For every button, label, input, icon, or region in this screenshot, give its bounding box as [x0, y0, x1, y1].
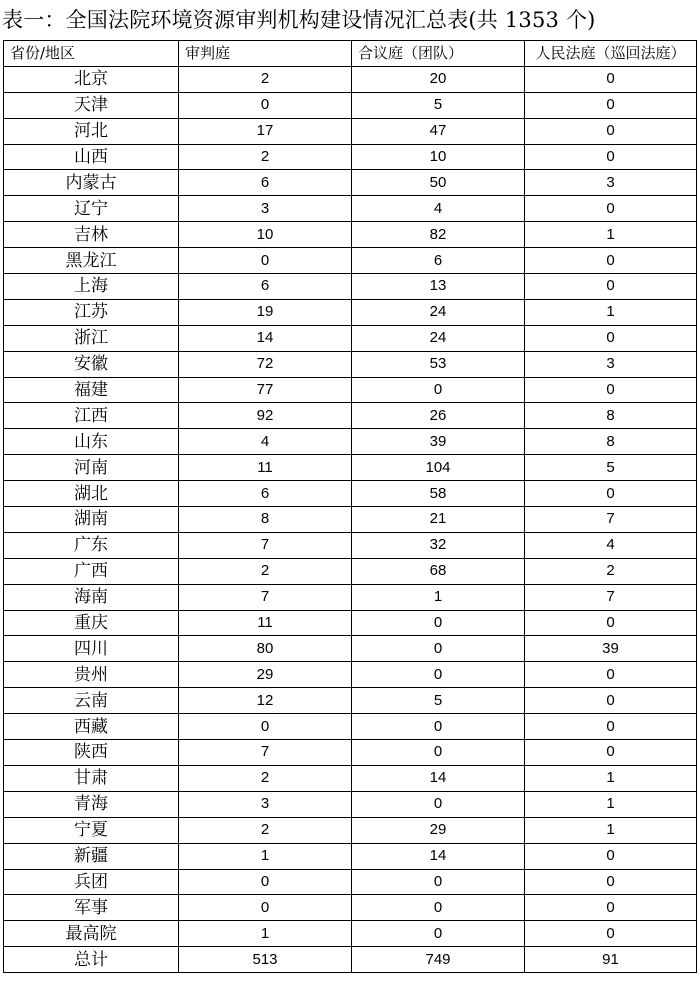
collegiate-panel-cell: 29 [352, 817, 525, 843]
people-court-cell: 39 [525, 636, 697, 662]
trial-court-cell: 3 [179, 196, 352, 222]
collegiate-panel-cell: 14 [352, 843, 525, 869]
province-cell: 宁夏 [4, 817, 179, 843]
collegiate-panel-cell: 50 [352, 170, 525, 196]
province-cell: 黑龙江 [4, 248, 179, 274]
trial-court-cell: 17 [179, 118, 352, 144]
people-court-cell: 0 [525, 66, 697, 92]
collegiate-panel-cell: 0 [352, 921, 525, 947]
trial-court-cell: 29 [179, 662, 352, 688]
collegiate-panel-cell: 24 [352, 325, 525, 351]
trial-court-cell: 2 [179, 558, 352, 584]
province-cell: 广西 [4, 558, 179, 584]
collegiate-panel-cell: 0 [352, 662, 525, 688]
table-row [4, 584, 697, 610]
collegiate-panel-cell: 21 [352, 507, 525, 533]
table-row [4, 170, 697, 196]
table-row [4, 558, 697, 584]
province-cell: 河北 [4, 118, 179, 144]
province-cell: 湖南 [4, 507, 179, 533]
collegiate-panel-cell: 58 [352, 481, 525, 507]
trial-court-cell: 0 [179, 714, 352, 740]
court-summary-table [3, 40, 697, 973]
collegiate-panel-cell: 39 [352, 429, 525, 455]
people-court-cell: 1 [525, 222, 697, 248]
table-row [4, 144, 697, 170]
table-row [4, 662, 697, 688]
table-row [4, 507, 697, 533]
table-row [4, 455, 697, 481]
people-court-cell: 7 [525, 507, 697, 533]
trial-court-cell: 14 [179, 325, 352, 351]
collegiate-panel-cell: 14 [352, 765, 525, 791]
province-cell: 山东 [4, 429, 179, 455]
province-cell: 军事 [4, 895, 179, 921]
total-collegiate-panel: 749 [352, 947, 525, 973]
trial-court-cell: 2 [179, 765, 352, 791]
province-cell: 湖北 [4, 481, 179, 507]
trial-court-cell: 11 [179, 455, 352, 481]
people-court-cell: 0 [525, 921, 697, 947]
collegiate-panel-cell: 5 [352, 688, 525, 714]
province-cell: 天津 [4, 92, 179, 118]
people-court-cell: 0 [525, 688, 697, 714]
table-row [4, 274, 697, 300]
trial-court-cell: 7 [179, 740, 352, 766]
collegiate-panel-cell: 104 [352, 455, 525, 481]
people-court-cell: 1 [525, 299, 697, 325]
total-row [4, 947, 697, 973]
table-row [4, 351, 697, 377]
people-court-cell: 0 [525, 92, 697, 118]
province-cell: 安徽 [4, 351, 179, 377]
table-row [4, 895, 697, 921]
province-cell: 甘肃 [4, 765, 179, 791]
table-row [4, 714, 697, 740]
people-court-cell: 0 [525, 843, 697, 869]
collegiate-panel-cell: 20 [352, 66, 525, 92]
province-cell: 内蒙古 [4, 170, 179, 196]
collegiate-panel-cell: 0 [352, 740, 525, 766]
people-court-cell: 3 [525, 170, 697, 196]
collegiate-panel-cell: 53 [352, 351, 525, 377]
province-cell: 山西 [4, 144, 179, 170]
collegiate-panel-cell: 0 [352, 791, 525, 817]
total-label: 总计 [4, 947, 179, 973]
people-court-cell: 0 [525, 196, 697, 222]
collegiate-panel-cell: 0 [352, 610, 525, 636]
trial-court-cell: 19 [179, 299, 352, 325]
people-court-cell: 8 [525, 403, 697, 429]
table-row [4, 843, 697, 869]
table-row [4, 66, 697, 92]
province-cell: 陕西 [4, 740, 179, 766]
trial-court-cell: 0 [179, 869, 352, 895]
people-court-cell: 0 [525, 248, 697, 274]
trial-court-cell: 2 [179, 817, 352, 843]
collegiate-panel-cell: 5 [352, 92, 525, 118]
people-court-cell: 3 [525, 351, 697, 377]
trial-court-cell: 7 [179, 584, 352, 610]
table-row [4, 791, 697, 817]
trial-court-cell: 12 [179, 688, 352, 714]
province-cell: 新疆 [4, 843, 179, 869]
header-collegiate-panel: 合议庭（团队） [352, 41, 525, 67]
collegiate-panel-cell: 82 [352, 222, 525, 248]
table-row [4, 610, 697, 636]
people-court-cell: 0 [525, 740, 697, 766]
table-row [4, 377, 697, 403]
province-cell: 最高院 [4, 921, 179, 947]
trial-court-cell: 72 [179, 351, 352, 377]
table-row [4, 532, 697, 558]
table-header [4, 41, 697, 67]
header-trial-court: 审判庭 [179, 41, 352, 67]
province-cell: 浙江 [4, 325, 179, 351]
province-cell: 兵团 [4, 869, 179, 895]
province-cell: 江西 [4, 403, 179, 429]
collegiate-panel-cell: 6 [352, 248, 525, 274]
trial-court-cell: 6 [179, 274, 352, 300]
document-title: 表一：全国法院环境资源审判机构建设情况汇总表(共 1353 个) [2, 8, 596, 32]
collegiate-panel-cell: 13 [352, 274, 525, 300]
collegiate-panel-cell: 24 [352, 299, 525, 325]
table-body [4, 66, 697, 946]
people-court-cell: 0 [525, 118, 697, 144]
table-row [4, 765, 697, 791]
province-cell: 江苏 [4, 299, 179, 325]
trial-court-cell: 1 [179, 843, 352, 869]
header-people-court: 人民法庭（巡回法庭） [525, 41, 697, 67]
trial-court-cell: 0 [179, 92, 352, 118]
trial-court-cell: 4 [179, 429, 352, 455]
trial-court-cell: 77 [179, 377, 352, 403]
trial-court-cell: 8 [179, 507, 352, 533]
table-row [4, 688, 697, 714]
table-row [4, 325, 697, 351]
trial-court-cell: 0 [179, 895, 352, 921]
table-row [4, 118, 697, 144]
collegiate-panel-cell: 26 [352, 403, 525, 429]
table-row [4, 196, 697, 222]
trial-court-cell: 3 [179, 791, 352, 817]
collegiate-panel-cell: 0 [352, 714, 525, 740]
collegiate-panel-cell: 0 [352, 636, 525, 662]
trial-court-cell: 6 [179, 481, 352, 507]
province-cell: 河南 [4, 455, 179, 481]
trial-court-cell: 7 [179, 532, 352, 558]
table-row [4, 299, 697, 325]
people-court-cell: 0 [525, 610, 697, 636]
people-court-cell: 2 [525, 558, 697, 584]
people-court-cell: 0 [525, 869, 697, 895]
province-cell: 四川 [4, 636, 179, 662]
trial-court-cell: 0 [179, 248, 352, 274]
collegiate-panel-cell: 4 [352, 196, 525, 222]
trial-court-cell: 2 [179, 66, 352, 92]
collegiate-panel-cell: 10 [352, 144, 525, 170]
collegiate-panel-cell: 0 [352, 895, 525, 921]
table-row [4, 248, 697, 274]
table-row [4, 429, 697, 455]
table-row [4, 481, 697, 507]
people-court-cell: 1 [525, 791, 697, 817]
table-footer [4, 947, 697, 973]
trial-court-cell: 11 [179, 610, 352, 636]
trial-court-cell: 92 [179, 403, 352, 429]
people-court-cell: 7 [525, 584, 697, 610]
table-row [4, 92, 697, 118]
people-court-cell: 0 [525, 144, 697, 170]
people-court-cell: 0 [525, 714, 697, 740]
header-province: 省份/地区 [4, 41, 179, 67]
province-cell: 重庆 [4, 610, 179, 636]
people-court-cell: 0 [525, 481, 697, 507]
province-cell: 辽宁 [4, 196, 179, 222]
people-court-cell: 5 [525, 455, 697, 481]
trial-court-cell: 10 [179, 222, 352, 248]
province-cell: 青海 [4, 791, 179, 817]
table-row [4, 817, 697, 843]
total-people-court: 91 [525, 947, 697, 973]
province-cell: 上海 [4, 274, 179, 300]
collegiate-panel-cell: 0 [352, 869, 525, 895]
table-row [4, 403, 697, 429]
people-court-cell: 0 [525, 377, 697, 403]
total-trial-court: 513 [179, 947, 352, 973]
province-cell: 贵州 [4, 662, 179, 688]
province-cell: 吉林 [4, 222, 179, 248]
people-court-cell: 0 [525, 274, 697, 300]
people-court-cell: 0 [525, 662, 697, 688]
province-cell: 北京 [4, 66, 179, 92]
province-cell: 海南 [4, 584, 179, 610]
province-cell: 福建 [4, 377, 179, 403]
people-court-cell: 4 [525, 532, 697, 558]
people-court-cell: 0 [525, 325, 697, 351]
header-row [4, 41, 697, 67]
province-cell: 云南 [4, 688, 179, 714]
province-cell: 西藏 [4, 714, 179, 740]
people-court-cell: 0 [525, 895, 697, 921]
collegiate-panel-cell: 47 [352, 118, 525, 144]
collegiate-panel-cell: 0 [352, 377, 525, 403]
trial-court-cell: 6 [179, 170, 352, 196]
people-court-cell: 1 [525, 765, 697, 791]
collegiate-panel-cell: 1 [352, 584, 525, 610]
trial-court-cell: 1 [179, 921, 352, 947]
collegiate-panel-cell: 32 [352, 532, 525, 558]
trial-court-cell: 80 [179, 636, 352, 662]
table-row [4, 740, 697, 766]
province-cell: 广东 [4, 532, 179, 558]
table-row [4, 636, 697, 662]
table-row [4, 222, 697, 248]
trial-court-cell: 2 [179, 144, 352, 170]
collegiate-panel-cell: 68 [352, 558, 525, 584]
people-court-cell: 8 [525, 429, 697, 455]
table-row [4, 921, 697, 947]
people-court-cell: 1 [525, 817, 697, 843]
table-row [4, 869, 697, 895]
